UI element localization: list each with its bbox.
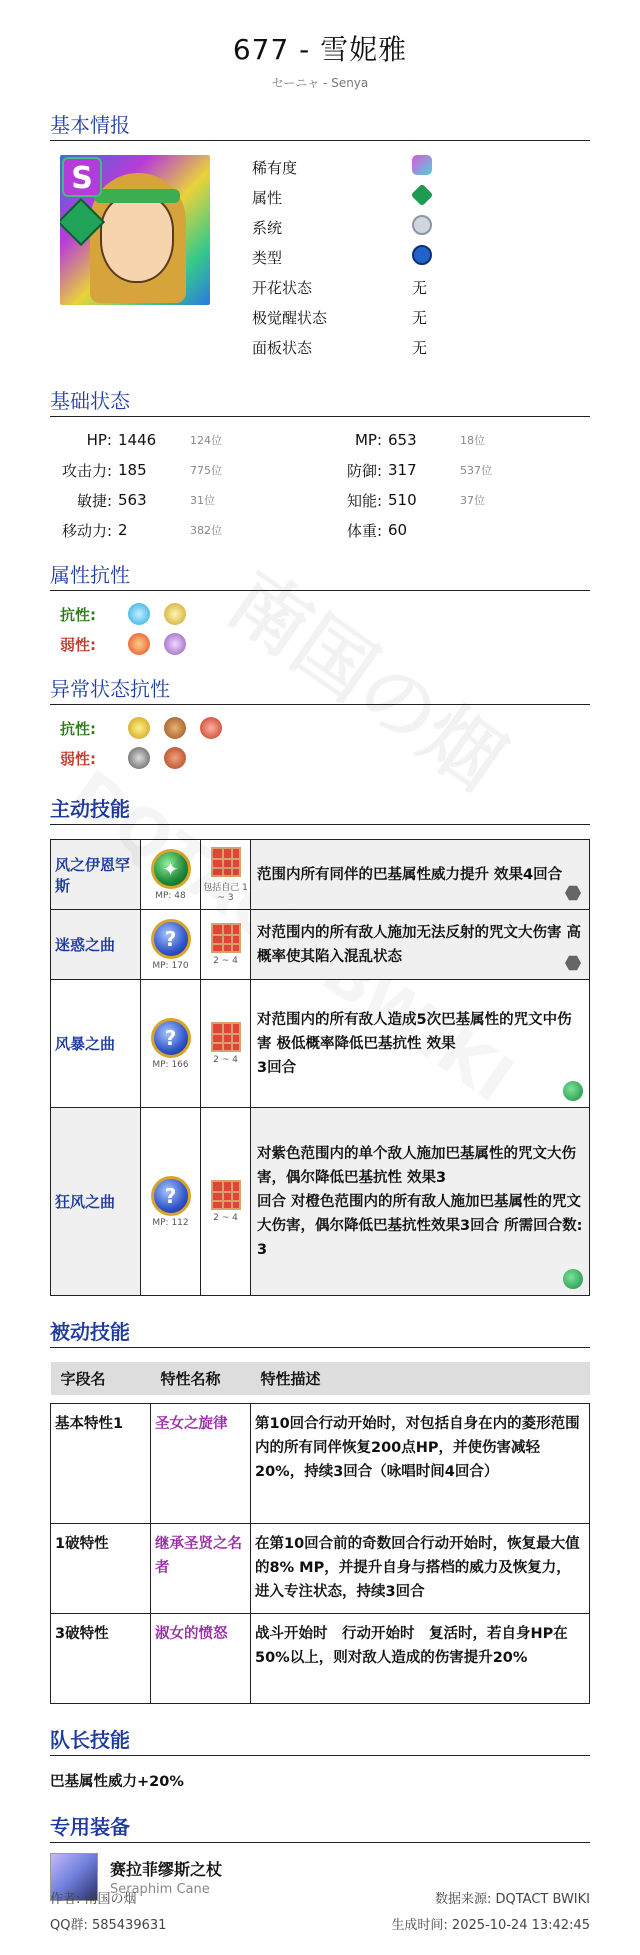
section-element-resist: 属性抗性 (50, 559, 590, 591)
skill-range: 包括自己 1 ~ 3 (203, 882, 248, 903)
stat-row (50, 455, 590, 485)
stat-attack: 攻击力: 185 775位 (61, 461, 222, 480)
stat-hp: HP: 1446 124位 (86, 431, 222, 449)
sleep-icon (128, 747, 150, 769)
basic-info-table (252, 152, 472, 371)
info-row-rarity (252, 152, 472, 182)
skill-desc: 对紫色范围内的单个敌人施加巴基属性的咒文大伤害，偶尔降低巴基抗性 效果3 回合 对橙色范围内的所有敌人施加巴基属性的咒文大伤害，偶尔降低巴基抗性效果3回合 所需回合数: 3 (251, 1108, 590, 1296)
weak-row (60, 743, 590, 773)
active-skills-table (50, 839, 590, 1296)
skill-desc: 对范围内的所有敌人施加无法反射的咒文大伤害 高概率使其陷入混乱状态 (251, 910, 590, 980)
passive-field: 基本特性1 (51, 1403, 151, 1523)
skill-row (51, 1108, 590, 1296)
info-label: 系统 (252, 218, 283, 237)
info-label: 属性 (252, 188, 283, 207)
resist-row (60, 599, 590, 629)
section-passive-skills: 被动技能 (50, 1316, 590, 1348)
page-title: 677 - 雪妮雅 (232, 33, 408, 66)
weak-row (60, 629, 590, 659)
portrait-headband (94, 189, 180, 203)
mystery-orb-icon: ? (151, 919, 191, 959)
passive-name: 圣女之旋律 (151, 1403, 251, 1523)
stat-intelligence: 知能: 510 37位 (346, 491, 485, 510)
skill-range-cell (201, 980, 251, 1108)
type-icon (412, 245, 432, 265)
stat-agility: 敏捷: 563 31位 (76, 491, 215, 510)
resist-label: 抗性: (60, 605, 96, 624)
generated-time-label: 生成时间: 2025-10-24 13:42:45 (391, 1918, 590, 1933)
skill-name: 迷惑之曲 (51, 910, 141, 980)
skill-icon-cell (141, 910, 201, 980)
skill-name: 风暴之曲 (51, 980, 141, 1108)
skill-mp: MP: 112 (152, 1217, 189, 1228)
passive-row (51, 1613, 590, 1703)
watermark: 南国の烟 (212, 555, 520, 809)
fire-icon (128, 633, 150, 655)
section-leader-skill: 队长技能 (50, 1724, 590, 1756)
stat-mp: MP: 653 18位 (354, 431, 485, 449)
magic-orb-icon: ✦ (151, 849, 191, 889)
section-status-resist: 异常状态抗性 (50, 673, 590, 705)
rarity-badge-icon: S (62, 157, 102, 197)
confuse-icon (128, 717, 150, 739)
info-row-system (252, 212, 472, 242)
skill-icon-cell (141, 980, 201, 1108)
weak-label: 弱性: (60, 635, 96, 654)
info-row-awaken (252, 302, 472, 332)
skill-icon-cell (141, 1108, 201, 1296)
passive-name: 继承圣贤之名者 (151, 1523, 251, 1613)
section-equipment: 专用装备 (50, 1811, 590, 1843)
range-grid-icon (211, 1180, 241, 1210)
passive-field: 1破特性 (51, 1523, 151, 1613)
stat-weight: 体重: 60 (346, 521, 408, 540)
info-row-element (252, 182, 472, 212)
info-label: 极觉醒状态 (252, 308, 328, 327)
skill-mp: MP: 48 (155, 890, 186, 901)
wind-element-icon (411, 184, 434, 207)
stat-move: 移动力: 2 382位 (61, 521, 222, 540)
weak-label: 弱性: (60, 749, 96, 768)
resist-row (60, 713, 590, 743)
wind-gem-icon (563, 1081, 583, 1101)
leader-skill-text: 巴基属性威力+20% (50, 1773, 184, 1790)
info-value: 无 (412, 278, 428, 297)
section-active-skills: 主动技能 (50, 793, 590, 825)
info-row-panel (252, 332, 472, 362)
col-field: 字段名 (51, 1362, 151, 1395)
info-value: 无 (412, 338, 428, 357)
status-resist-block (50, 713, 590, 773)
passive-desc: 在第10回合前的奇数回合行动开始时，恢复最大值的8% MP，并提升自身与搭档的威力及恢复力，进入专注状态，持续3回合 (251, 1523, 590, 1613)
rarity-s-icon (412, 155, 432, 175)
skill-name: 狂风之曲 (51, 1108, 141, 1296)
passive-skills-table (50, 1362, 590, 1704)
info-value: 无 (412, 308, 428, 327)
passive-desc: 第10回合行动开始时，对包括自身在内的菱形范围内的所有同伴恢复200点HP，并使伤害减轻20%，持续3回合（咏唱时间4回合） (251, 1403, 590, 1523)
range-grid-icon (211, 1022, 241, 1052)
passive-desc: 战斗开始时 行动开始时 复活时，若自身HP在50%以上，则对敌人造成的伤害提升20% (251, 1613, 590, 1703)
character-portrait (60, 155, 210, 305)
footer (50, 1888, 590, 1940)
charm-icon (200, 717, 222, 739)
passive-name: 淑女的愤怒 (151, 1613, 251, 1703)
mystery-orb-icon: ? (151, 1018, 191, 1058)
wind-swirl-icon (164, 633, 186, 655)
equipment-name-cn: 赛拉菲缪斯之杖 (110, 1859, 223, 1879)
equipment-name-en: Seraphim Cane (110, 1881, 210, 1897)
skill-mp: MP: 166 (152, 1059, 189, 1070)
qq-group-label: QQ群: 585439631 (50, 1918, 167, 1933)
skill-name: 风之伊恩罕斯 (51, 840, 141, 910)
passive-row (51, 1523, 590, 1613)
stats-table (50, 425, 590, 545)
system-icon (412, 215, 432, 235)
passive-header-row (51, 1362, 590, 1395)
mystery-orb-icon: ? (151, 1176, 191, 1216)
info-row-bloom (252, 272, 472, 302)
paralyze-icon (164, 747, 186, 769)
col-desc: 特性描述 (251, 1362, 590, 1395)
portrait-face (100, 195, 174, 283)
section-base-stats: 基础状态 (50, 385, 590, 417)
stat-row (50, 425, 590, 455)
hexagon-icon (565, 955, 581, 971)
source-label: 数据来源: DQTACT BWIKI (434, 1892, 590, 1907)
skill-range: 2 ~ 4 (213, 956, 238, 966)
poison-icon (164, 717, 186, 739)
skill-desc: 范围内所有同伴的巴基属性威力提升 效果4回合 (251, 840, 590, 910)
element-resist-block (50, 599, 590, 659)
skill-range: 2 ~ 4 (213, 1213, 238, 1223)
info-label: 稀有度 (252, 158, 298, 177)
section-basic-info: 基本情报 (50, 109, 590, 141)
stat-row (50, 485, 590, 515)
skill-row (51, 910, 590, 980)
skill-desc: 对范围内的所有敌人造成5次巴基属性的咒文中伤害 极低概率降低巴基抗性 效果 3回合 (251, 980, 590, 1108)
info-label: 开花状态 (252, 278, 313, 297)
skill-mp: MP: 170 (152, 960, 189, 971)
stat-row (50, 515, 590, 545)
passive-field: 3破特性 (51, 1613, 151, 1703)
wind-gem-icon (563, 1269, 583, 1289)
ice-icon (128, 603, 150, 625)
resist-label: 抗性: (60, 719, 96, 738)
info-label: 面板状态 (252, 338, 313, 357)
stat-defense: 防御: 317 537位 (346, 461, 492, 480)
info-row-type (252, 242, 472, 272)
skill-range: 2 ~ 4 (213, 1055, 238, 1065)
passive-row (51, 1403, 590, 1523)
skill-row (51, 980, 590, 1108)
author-label: 作者: 南国の烟 (50, 1892, 137, 1907)
basic-info-panel (50, 155, 590, 371)
skill-range-cell (201, 1108, 251, 1296)
light-icon (164, 603, 186, 625)
page-subtitle: セーニャ - Senya (271, 76, 369, 90)
hexagon-icon (565, 885, 581, 901)
col-name: 特性名称 (151, 1362, 251, 1395)
info-label: 类型 (252, 248, 283, 267)
